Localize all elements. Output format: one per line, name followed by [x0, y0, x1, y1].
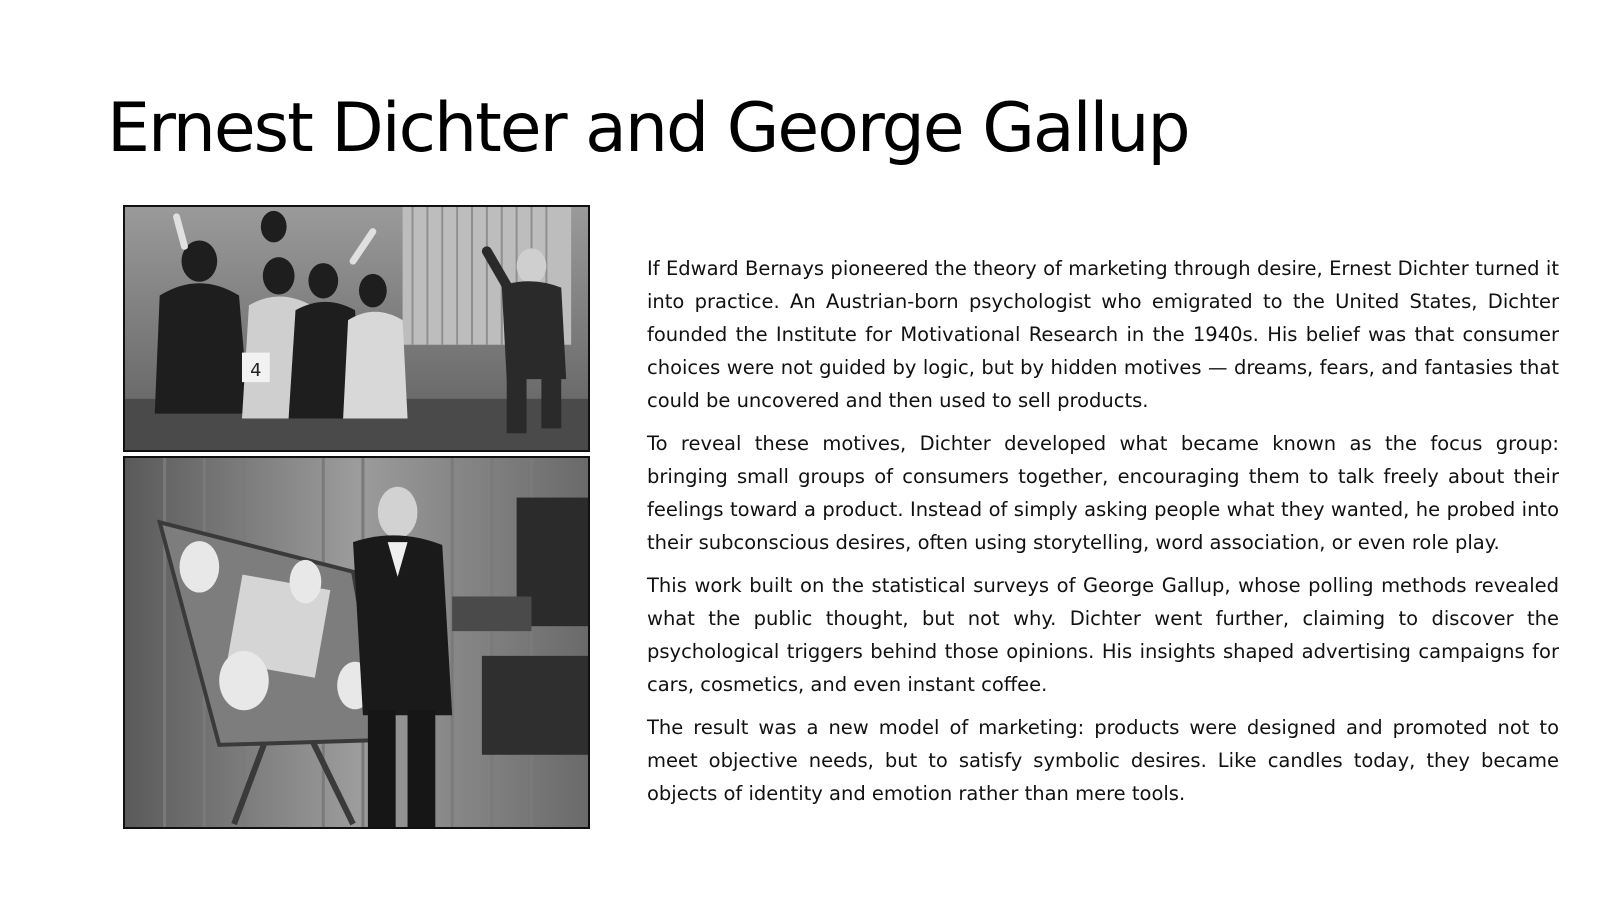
paragraph-3: This work built on the statistical surveys of George Gallup, whose polling methods revealed what the public thought, but not why. Dichter went further, claiming to discover the psychological triggers behind those opinions. His insights shaped advertising campaigns for cars, cosmetics, and even instant coffee.	[647, 574, 1559, 696]
slide-title: Ernest Dichter and George Gallup	[107, 89, 1189, 168]
photo-icon	[125, 207, 588, 450]
paragraph-1: If Edward Bernays pioneered the theory of marketing through desire, Ernest Dichter turned it into practice. An Austrian-born psychologist who emigrated to the United States, Dichter founded the Institute for Motivational Research in the 1940s. His belief was that consumer choices were not guided by logic, but by hidden motives — dreams, fears, and fantasies that could be uncovered and then used to sell products.	[647, 257, 1559, 412]
card-number: 4	[250, 361, 262, 382]
paragraph-4: The result was a new model of marketing: products were designed and promoted not to meet objective needs, but to satisfy symbolic desires. Like candles today, they became objects of identity and emotion rather than mere tools.	[647, 716, 1559, 805]
paragraph-2: To reveal these motives, Dichter developed what became known as the focus group: bringing small groups of consumers together, encouraging them to talk freely about their feelings toward a product. Instead of simply asking people what they wanted, he probed into their subconscious desires, often using storytelling, word association, or even role play.	[647, 432, 1559, 554]
body-text	[647, 252, 1559, 820]
focus-group-photo	[123, 205, 590, 452]
presenter-with-board-photo	[123, 456, 590, 829]
photo-icon	[125, 458, 588, 827]
